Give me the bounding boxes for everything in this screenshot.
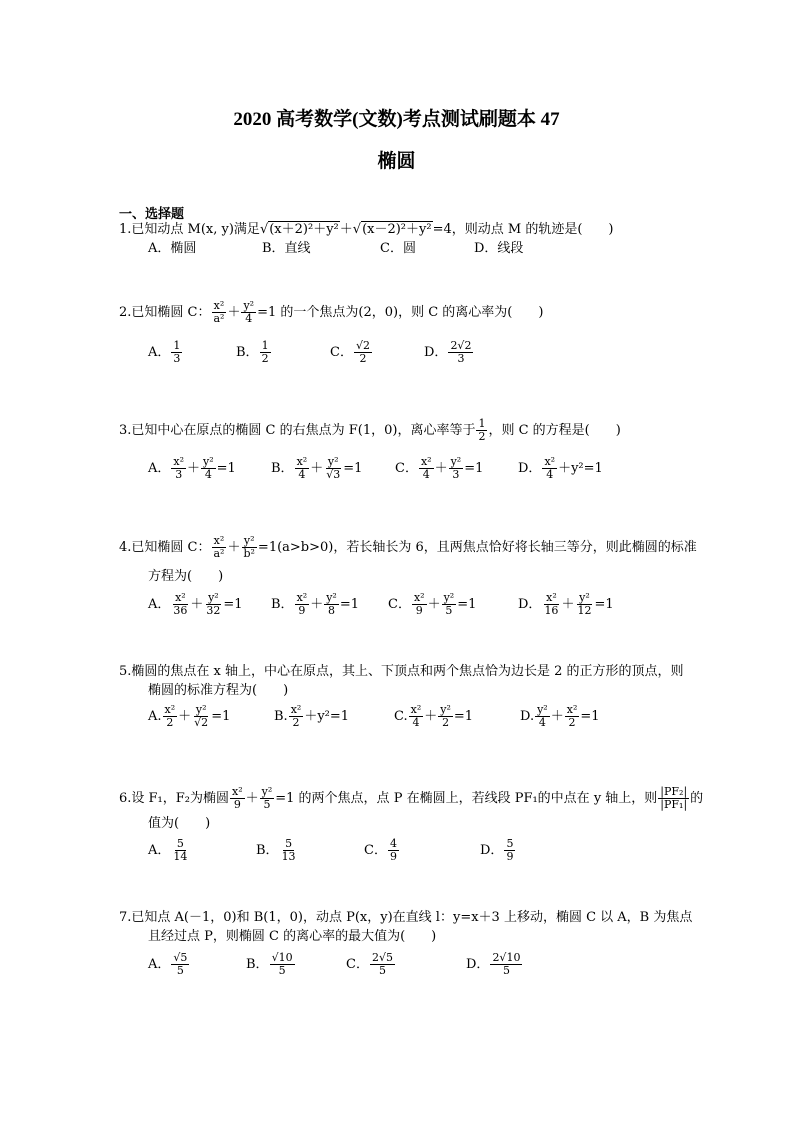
q3-stem: 3.已知中心在原点的椭圆 C 的右焦点为 F(1，0)，离心率等于	[119, 423, 476, 438]
q5-option-a: A. $\frac{\text{x²}}{2}$ ＋ $\frac{\text{y²}}{√2}$ =1	[148, 703, 231, 729]
q3-option-a: A． $\frac{\text{x²}}{3}$ ＋ $\frac{\text{y²}}{4}$ =1	[148, 455, 236, 481]
q4-option-c: C． $\frac{\text{x²}}{9}$ ＋ $\frac{\text{y²}}{5}$ =1	[388, 591, 477, 617]
q3-option-c: C． $\frac{\text{x²}}{4}$ ＋ $\frac{\text{y²}}{3}$ =1	[395, 455, 484, 481]
q1-option-a: A．椭圆	[148, 241, 197, 256]
q4-stem-end: =1(a>b>0)，若长轴长为 6，且两焦点恰好将长轴三等分，则此椭圆的标准	[257, 540, 697, 555]
q6-option-c: C． $\frac{4}{9}$	[364, 837, 397, 863]
q1-option-c: C．圆	[380, 241, 416, 256]
q1-option-b: B．直线	[262, 241, 311, 256]
q2-option-d: D． $\frac{2√2}{3}$	[424, 339, 472, 365]
q6-stem-line2: 值为( )	[148, 816, 211, 831]
question-6: 6.设 F₁，F₂为椭圆 $\frac{\text{x²}}{9}$ ＋ $\frac{\text{y²}}{5}$ =1 的两个焦点，点 P 在椭圆上，若线段 PF₁的中点在 y 轴上，则 $\frac{\text{|PF₂|}}{\text{|PF₁|}}$ 的	[119, 785, 704, 811]
q4-stem-line2: 方程为( )	[148, 569, 224, 584]
q5-option-c: C. $\frac{\text{x²}}{4}$ ＋ $\frac{\text{y²}}{2}$ =1	[394, 703, 474, 729]
q6-ratio: $\frac{\text{|PF₂|}}{\text{|PF₁|}}$	[660, 785, 688, 811]
q5-stem-line2: 椭圆的标准方程为( )	[148, 683, 289, 698]
q2-fraction-2: $\frac{\text{y²}}{4}$	[243, 299, 255, 325]
q1-radicand-1: (x＋2)²＋y²	[269, 222, 339, 237]
question-7: 7.已知点 A(－1，0)和 B(1，0)，动点 P(x，y)在直线 l：y=x＋3 上移动，椭圆 C 以 A，B 为焦点	[119, 910, 693, 925]
q3-option-b: B． $\frac{\text{x²}}{4}$ ＋ $\frac{\text{y²}}{√3}$ =1	[271, 455, 363, 481]
q5-option-b: B. $\frac{\text{x²}}{2}$ ＋y²=1	[274, 703, 350, 729]
q6-option-b: B． $\frac{5}{13}$	[256, 837, 296, 863]
q2-stem: 2.已知椭圆 C：	[119, 305, 211, 320]
question-5: 5.椭圆的焦点在 x 轴上，中心在原点，其上、下顶点和两个焦点恰为边长是 2 的正方形的顶点，则	[119, 664, 684, 679]
q6-stem: 6.设 F₁，F₂为椭圆	[119, 791, 229, 806]
q6-option-d: D． $\frac{5}{9}$	[480, 837, 514, 863]
q6-option-a: A． $\frac{5}{14}$	[148, 837, 188, 863]
question-2: 2.已知椭圆 C： $\frac{\text{x²}}{\text{a²}}$ ＋ $\frac{\text{y²}}{4}$ =1 的一个焦点为(2，0)，则 C 的离心率为( )	[119, 299, 544, 325]
q2-option-b: B． $\frac{1}{2}$	[236, 339, 269, 365]
q3-option-d: D． $\frac{\text{x²}}{4}$ ＋y²=1	[518, 455, 603, 481]
q1-stem: 1.已知动点 M(x, y)满足	[119, 222, 260, 237]
q1-radicand-2: (x－2)²＋y²	[362, 222, 432, 237]
q4-option-d: D． $\frac{\text{x²}}{16}$ ＋ $\frac{\text{y²}}{12}$ =1	[518, 591, 614, 617]
q7-option-b: B． $\frac{√10}{5}$	[246, 951, 293, 977]
q1-plus: ＋	[339, 222, 353, 237]
q4-option-a: A． $\frac{\text{x²}}{36}$ ＋ $\frac{\text{y²}}{32}$ =1	[148, 591, 243, 617]
q4-stem: 4.已知椭圆 C：	[119, 540, 211, 555]
q6-stem-mid: =1 的两个焦点，点 P 在椭圆上，若线段 PF₁的中点在 y 轴上，则	[275, 791, 658, 806]
q3-fraction: $\frac{1}{2}$	[478, 417, 486, 443]
q4-option-b: B． $\frac{\text{x²}}{9}$ ＋ $\frac{\text{y²}}{8}$ =1	[271, 591, 359, 617]
question-1: 1.已知动点 M(x, y)满足√(x＋2)²＋y²＋√(x－2)²＋y²=4，则动点 M 的轨迹是( )	[119, 222, 614, 237]
q7-option-c: C． $\frac{2√5}{5}$	[346, 951, 393, 977]
question-3	[119, 418, 621, 443]
q3-stem-end: ，则 C 的方程是( )	[488, 423, 621, 438]
document-subtitle: 椭圆	[377, 151, 416, 172]
q1-option-d: D．线段	[474, 241, 524, 256]
q7-option-a: A． $\frac{√5}{5}$	[148, 951, 188, 977]
q2-stem-end: =1 的一个焦点为(2，0)，则 C 的离心率为( )	[257, 305, 544, 320]
q7-option-d: D． $\frac{2√10}{5}$	[466, 951, 521, 977]
document-title: 2020 高考数学(文数)考点测试刷题本 47	[233, 109, 560, 130]
q5-option-d: D. $\frac{\text{y²}}{4}$ ＋ $\frac{\text{x²}}{2}$ =1	[520, 703, 600, 729]
q7-stem-line2: 且经过点 P，则椭圆 C 的离心率的最大值为( )	[148, 929, 437, 944]
question-4: 4.已知椭圆 C： $\frac{\text{x²}}{\text{a²}}$ ＋ $\frac{\text{y²}}{\text{b²}}$ =1(a>b>0)，若长轴长为 6，且两焦点恰好将长轴三等分，则此椭圆的标准	[119, 534, 697, 560]
q1-stem-end: =4，则动点 M 的轨迹是( )	[432, 222, 614, 237]
q2-option-a: A． $\frac{1}{3}$	[148, 339, 181, 365]
q2-fraction-1: $\frac{\text{x²}}{\text{a²}}$	[213, 299, 225, 325]
q2-option-c: C． $\frac{√2}{2}$	[330, 339, 370, 365]
section-heading: 一、选择题	[119, 207, 185, 222]
